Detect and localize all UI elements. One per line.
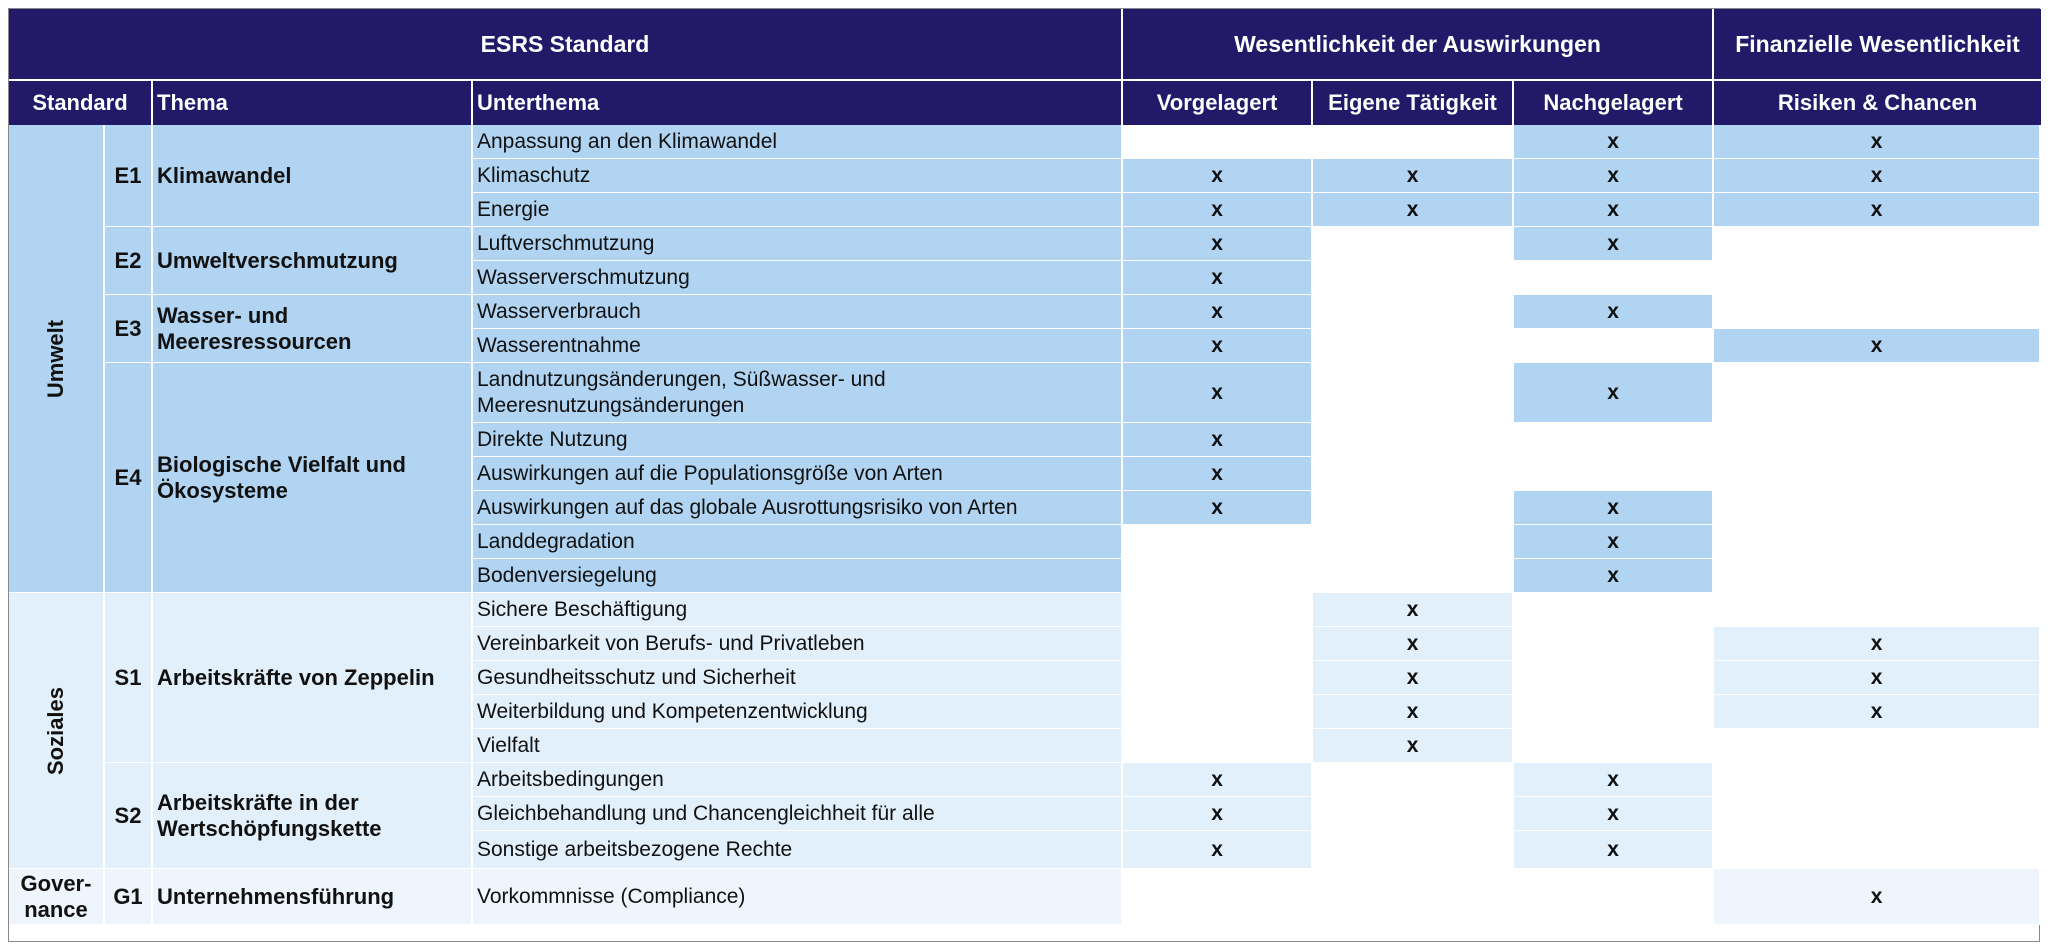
mark-cell: x	[1123, 329, 1313, 363]
mark-cell: x	[1123, 363, 1313, 423]
mark-cell: x	[1123, 159, 1313, 193]
mark-cell: x	[1514, 559, 1714, 593]
mark-cell: x	[1313, 193, 1514, 227]
category-soziales: Soziales	[9, 593, 105, 869]
unterthema-cell: Energie	[473, 193, 1123, 227]
mark-cell	[1514, 869, 1714, 925]
mark-cell: x	[1714, 193, 2041, 227]
mark-cell: x	[1123, 763, 1313, 797]
mark-cell: x	[1313, 593, 1514, 627]
standard-thema: Biologische Vielfalt und Ökosysteme	[153, 363, 473, 593]
mark-cell	[1313, 423, 1514, 457]
unterthema-cell: Auswirkungen auf die Populationsgröße von Arten	[473, 457, 1123, 491]
unterthema-cell: Vereinbarkeit von Berufs- und Privatleben	[473, 627, 1123, 661]
unterthema-cell: Landdegradation	[473, 525, 1123, 559]
column-header-eigene-taetigkeit: Eigene Tätigkeit	[1313, 79, 1514, 125]
mark-cell: x	[1714, 627, 2041, 661]
table-row	[9, 363, 2041, 423]
category-governance: Gover- nance	[9, 869, 105, 925]
table-row	[9, 869, 2041, 925]
standard-code: E4	[105, 363, 153, 593]
mark-cell: x	[1123, 797, 1313, 831]
mark-cell	[1313, 491, 1514, 525]
mark-cell	[1313, 261, 1514, 295]
unterthema-cell: Wasserverschmutzung	[473, 261, 1123, 295]
mark-cell	[1313, 869, 1514, 925]
mark-cell	[1714, 227, 2041, 261]
mark-cell: x	[1514, 193, 1714, 227]
unterthema-cell: Luftverschmutzung	[473, 227, 1123, 261]
mark-cell	[1714, 593, 2041, 627]
mark-cell	[1123, 729, 1313, 763]
mark-cell: x	[1123, 227, 1313, 261]
unterthema-cell: Wasserentnahme	[473, 329, 1123, 363]
mark-cell	[1514, 729, 1714, 763]
standard-thema: Arbeitskräfte von Zeppelin	[153, 593, 473, 763]
mark-cell	[1514, 261, 1714, 295]
unterthema-cell: Anpassung an den Klimawandel	[473, 125, 1123, 159]
column-header-thema: Thema	[153, 79, 473, 125]
table-row	[9, 593, 2041, 627]
group-header-impact: Wesentlichkeit der Auswirkungen	[1123, 9, 1714, 79]
mark-cell	[1514, 695, 1714, 729]
unterthema-cell: Wasserverbrauch	[473, 295, 1123, 329]
table-row	[9, 125, 2041, 159]
unterthema-cell: Bodenversiegelung	[473, 559, 1123, 593]
mark-cell: x	[1123, 831, 1313, 869]
column-header-nachgelagert: Nachgelagert	[1514, 79, 1714, 125]
mark-cell: x	[1313, 159, 1514, 193]
mark-cell	[1714, 457, 2041, 491]
unterthema-cell: Sonstige arbeitsbezogene Rechte	[473, 831, 1123, 869]
mark-cell	[1714, 797, 2041, 831]
mark-cell: x	[1514, 295, 1714, 329]
mark-cell	[1714, 729, 2041, 763]
mark-cell	[1514, 423, 1714, 457]
esrs-materiality-table	[8, 8, 2040, 942]
mark-cell: x	[1514, 831, 1714, 869]
mark-cell: x	[1313, 695, 1514, 729]
mark-cell	[1313, 295, 1514, 329]
mark-cell	[1313, 797, 1514, 831]
mark-cell	[1714, 763, 2041, 797]
unterthema-cell: Klimaschutz	[473, 159, 1123, 193]
mark-cell: x	[1514, 159, 1714, 193]
mark-cell: x	[1514, 797, 1714, 831]
mark-cell	[1313, 125, 1514, 159]
mark-cell	[1313, 457, 1514, 491]
mark-cell	[1313, 329, 1514, 363]
mark-cell: x	[1313, 627, 1514, 661]
mark-cell: x	[1123, 457, 1313, 491]
materiality-matrix	[9, 9, 2041, 925]
mark-cell: x	[1714, 695, 2041, 729]
mark-cell	[1123, 125, 1313, 159]
mark-cell	[1514, 457, 1714, 491]
standard-thema: Klimawandel	[153, 125, 473, 227]
mark-cell: x	[1514, 125, 1714, 159]
mark-cell: x	[1514, 763, 1714, 797]
unterthema-cell: Sichere Beschäftigung	[473, 593, 1123, 627]
category-umwelt: Umwelt	[9, 125, 105, 593]
table-row	[9, 227, 2041, 261]
mark-cell: x	[1123, 491, 1313, 525]
column-header-risiken-chancen: Risiken & Chancen	[1714, 79, 2041, 125]
mark-cell	[1123, 627, 1313, 661]
column-header-unterthema: Unterthema	[473, 79, 1123, 125]
mark-cell: x	[1313, 661, 1514, 695]
mark-cell	[1123, 525, 1313, 559]
table-row	[9, 763, 2041, 797]
mark-cell	[1123, 559, 1313, 593]
mark-cell	[1313, 363, 1514, 423]
mark-cell	[1123, 695, 1313, 729]
unterthema-cell: Vorkommnisse (Compliance)	[473, 869, 1123, 925]
mark-cell: x	[1313, 729, 1514, 763]
unterthema-cell: Auswirkungen auf das globale Ausrottungsrisiko von Arten	[473, 491, 1123, 525]
mark-cell: x	[1514, 525, 1714, 559]
mark-cell: x	[1123, 295, 1313, 329]
mark-cell	[1714, 559, 2041, 593]
standard-code: G1	[105, 869, 153, 925]
mark-cell: x	[1123, 261, 1313, 295]
standard-code: S1	[105, 593, 153, 763]
mark-cell: x	[1514, 363, 1714, 423]
column-header-standard: Standard	[9, 79, 153, 125]
mark-cell: x	[1714, 661, 2041, 695]
mark-cell	[1313, 559, 1514, 593]
unterthema-cell: Gleichbehandlung und Chancengleichheit für alle	[473, 797, 1123, 831]
table-row	[9, 295, 2041, 329]
standard-thema: Unternehmensführung	[153, 869, 473, 925]
mark-cell	[1123, 593, 1313, 627]
column-header-vorgelagert: Vorgelagert	[1123, 79, 1313, 125]
mark-cell: x	[1714, 329, 2041, 363]
mark-cell: x	[1514, 491, 1714, 525]
standard-thema: Wasser- und Meeresressourcen	[153, 295, 473, 363]
mark-cell: x	[1123, 193, 1313, 227]
mark-cell	[1714, 261, 2041, 295]
mark-cell	[1313, 763, 1514, 797]
unterthema-cell: Arbeitsbedingungen	[473, 763, 1123, 797]
group-header-financial: Finanzielle Wesentlichkeit	[1714, 9, 2041, 79]
standard-code: E3	[105, 295, 153, 363]
mark-cell: x	[1714, 125, 2041, 159]
unterthema-cell: Direkte Nutzung	[473, 423, 1123, 457]
mark-cell	[1514, 627, 1714, 661]
mark-cell	[1714, 295, 2041, 329]
mark-cell: x	[1714, 159, 2041, 193]
unterthema-cell: Weiterbildung und Kompetenzentwicklung	[473, 695, 1123, 729]
mark-cell	[1123, 661, 1313, 695]
mark-cell	[1714, 423, 2041, 457]
standard-thema: Arbeitskräfte in der Wertschöpfungskette	[153, 763, 473, 869]
standard-thema: Umweltverschmutzung	[153, 227, 473, 295]
group-header-esrs: ESRS Standard	[9, 9, 1123, 79]
mark-cell	[1514, 593, 1714, 627]
mark-cell	[1714, 525, 2041, 559]
mark-cell	[1514, 661, 1714, 695]
mark-cell	[1123, 869, 1313, 925]
mark-cell	[1313, 227, 1514, 261]
unterthema-cell: Vielfalt	[473, 729, 1123, 763]
mark-cell	[1313, 831, 1514, 869]
standard-code: S2	[105, 763, 153, 869]
mark-cell	[1714, 831, 2041, 869]
standard-code: E2	[105, 227, 153, 295]
standard-code: E1	[105, 125, 153, 227]
mark-cell: x	[1714, 869, 2041, 925]
mark-cell	[1714, 491, 2041, 525]
mark-cell	[1313, 525, 1514, 559]
mark-cell	[1714, 363, 2041, 423]
unterthema-cell: Gesundheitsschutz und Sicherheit	[473, 661, 1123, 695]
mark-cell	[1514, 329, 1714, 363]
mark-cell: x	[1514, 227, 1714, 261]
mark-cell: x	[1123, 423, 1313, 457]
unterthema-cell: Landnutzungsänderungen, Süßwasser- und Meeresnutzungsänderungen	[473, 363, 1123, 423]
